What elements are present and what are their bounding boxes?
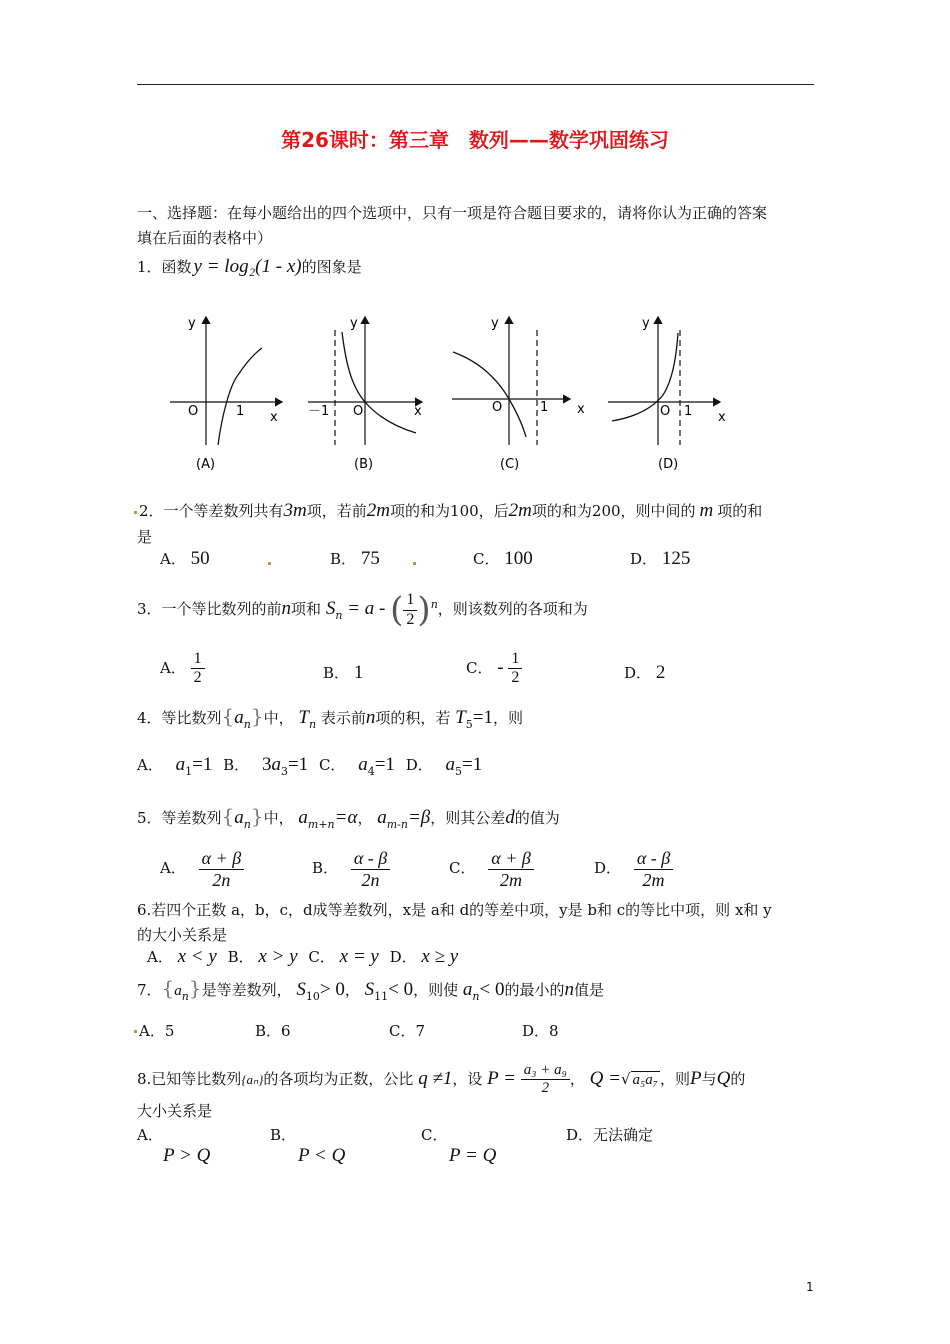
- header-rule: [137, 84, 814, 85]
- question-8-line2: 大小关系是: [137, 1102, 213, 1120]
- svg-text:－1: －1: [308, 404, 330, 419]
- stray-dot: [134, 511, 137, 514]
- question-2-line2: 是: [137, 528, 153, 546]
- question-4: 4．等比数列$\{a_n\}$中， $T_n$ 表示前n项的积，若 $T_5=1$，则: [137, 704, 523, 731]
- svg-text:x: x: [270, 410, 278, 425]
- q4-options: A． $a_1=1$ B． $3a_3=1$ C． $a_4=1$ D． $a_5=1$: [137, 754, 483, 778]
- page-number: 1: [806, 1280, 814, 1294]
- q1-tail: 的图象是: [301, 258, 362, 276]
- svg-text:1: 1: [684, 404, 693, 419]
- q6-options: A． x < y B． x > y C． x = y D． x ≥ y: [147, 946, 459, 967]
- graph-c: [452, 316, 585, 472]
- graph-a: [170, 316, 282, 472]
- q3-option-a: A． $\frac{1}{2}$: [160, 650, 205, 688]
- page-title: 第26课时：第三章 数列——数学巩固练习: [281, 128, 669, 152]
- graph-label-c: (C): [500, 457, 520, 472]
- svg-text:y: y: [491, 316, 499, 331]
- svg-text:O: O: [660, 404, 671, 419]
- q5-option-c: C． $\frac{\alpha + \beta}{2m}$: [449, 848, 534, 890]
- svg-text:O: O: [188, 404, 199, 419]
- svg-text:y: y: [350, 316, 358, 331]
- question-7: 7．$\{a_n\}$是等差数列， $S_{10}> 0$， $S_{11}< 0$，则使 $a_n< 0$的最小的n值是: [137, 976, 605, 1003]
- graph-label-b: (B): [354, 457, 374, 472]
- curve-a: [218, 348, 262, 445]
- question-2: 2．一个等差数列共有3m项，若前2m项的和为100，后2m项的和为200，则中间的 m 项的和: [139, 500, 763, 521]
- curve-c: [453, 352, 526, 437]
- stray-dot: [268, 562, 271, 565]
- svg-text:x: x: [414, 404, 422, 419]
- svg-text:x: x: [577, 402, 585, 417]
- q3-option-c: C． - $\frac{1}{2}$: [466, 650, 522, 688]
- q7-option-b: B．6: [255, 1022, 291, 1040]
- section-instruction-line2: 填在后面的表格中）: [137, 229, 273, 247]
- q8-option-c: C． P = Q: [421, 1126, 497, 1166]
- graph-d: [608, 316, 726, 472]
- q8-option-a: A． P > Q: [137, 1126, 211, 1166]
- graph-label-d: (D): [658, 457, 679, 472]
- section-instruction-line1: 一、选择题：在每小题给出的四个选项中，只有一项是符合题目要求的，请将你认为正确的答案: [137, 204, 768, 222]
- svg-text:1: 1: [540, 400, 549, 415]
- q2-option-d: D． 125: [630, 548, 691, 569]
- question-6-line2: 的大小关系是: [137, 926, 228, 944]
- q7-option-c: C．7: [389, 1022, 426, 1040]
- svg-text:1: 1: [236, 404, 245, 419]
- q5-option-a: A． $\frac{\alpha + \beta}{2n}$: [160, 848, 244, 890]
- q3-option-b: B． 1: [323, 662, 364, 683]
- q2-option-c: C． 100: [473, 548, 533, 569]
- q8-option-d: D．无法确定: [566, 1126, 654, 1144]
- question-3: 3．一个等比数列的前n项和 $S_n = a$ - ( $\frac{1}{2}$ )$^n$，则该数列的各项和为: [137, 590, 588, 630]
- svg-text:x: x: [718, 410, 726, 425]
- q7-option-d: D．8: [522, 1022, 559, 1040]
- q8-option-b: B． P < Q: [270, 1126, 346, 1166]
- question-6: 6.若四个正数 a，b，c，d成等差数列，x是 a和 d的等差中项，y是 b和 c的等比中项，则 x和 y: [137, 901, 772, 919]
- svg-text:O: O: [492, 400, 503, 415]
- q5-option-d: D． $\frac{\alpha - \beta}{2m}$: [594, 848, 673, 890]
- q1-formula: y = log₂(1 - x): [193, 256, 302, 277]
- svg-text:y: y: [188, 316, 196, 331]
- svg-text:y: y: [642, 316, 650, 331]
- q3-option-d: D． 2: [624, 662, 666, 683]
- graph-b: [308, 316, 422, 472]
- q5-option-b: B． $\frac{\alpha - \beta}{2n}$: [312, 848, 390, 890]
- stray-dot: [413, 562, 416, 565]
- q1-text: 1．函数: [137, 258, 192, 276]
- q2-option-b: B． 75: [330, 548, 380, 569]
- stray-dot: [134, 1030, 137, 1033]
- q1-graphs: [160, 305, 760, 475]
- svg-text:O: O: [353, 404, 364, 419]
- question-8: 8.已知等比数列{aₙ}的各项均为正数，公比 q ≠1，设 P = $\frac{\text{a₃ + a₉}}{2}$ ， Q =√ a₅a₇ ，则P与Q的: [137, 1062, 746, 1097]
- question-1: [137, 256, 362, 278]
- graph-label-a: (A): [196, 457, 216, 472]
- q7-option-a: A．5: [139, 1022, 175, 1040]
- q2-option-a: A． 50: [160, 548, 210, 569]
- question-5: 5．等差数列$\{a_n\}$中， $a_{m+n}=\alpha$， $a_{m-n}=\beta$，则其公差d的值为: [137, 804, 560, 831]
